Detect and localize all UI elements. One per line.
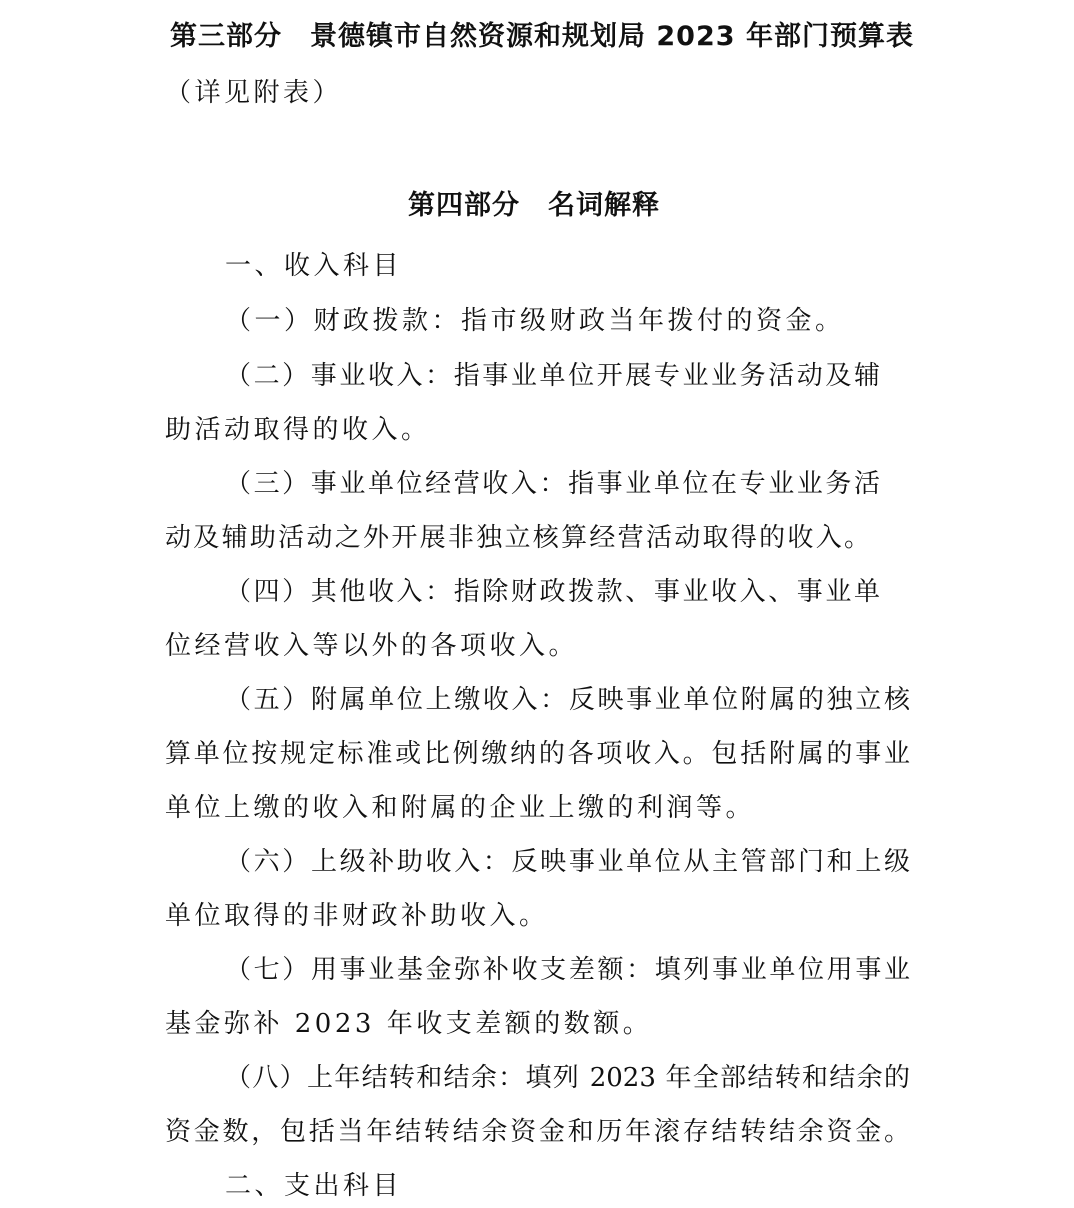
section2-heading: 二、支出科目: [225, 1171, 403, 1201]
paragraph-line: （二）事业收入：指事业单位开展专业业务活动及辅: [225, 361, 880, 391]
paragraph-line: 单位上缴的收入和附属的企业上缴的利润等。: [165, 793, 756, 823]
paragraph-line: 助活动取得的收入。: [165, 415, 431, 445]
paragraph-line: （四）其他收入：指除财政拨款、事业收入、事业单: [225, 577, 880, 607]
paragraph-line: 算单位按规定标准或比例缴纳的各项收入。包括附属的事业: [165, 739, 910, 769]
paragraph-line: （七）用事业基金弥补收支差额：填列事业单位用事业: [225, 955, 910, 985]
paragraph-line: 动及辅助活动之外开展非独立核算经营活动取得的收入。: [165, 523, 870, 553]
paragraph-line: （一）财政拨款：指市级财政当年拨付的资金。: [225, 306, 845, 336]
paragraph-line: （八）上年结转和结余：填列 2023 年全部结转和结余的: [225, 1063, 910, 1093]
paragraph-line: 基金弥补 2023 年收支差额的数额。: [165, 1009, 653, 1039]
paragraph-line: 资金数，包括当年结转结余资金和历年滚存结转结余资金。: [165, 1117, 910, 1147]
paragraph-line: （六）上级补助收入：反映事业单位从主管部门和上级: [225, 847, 910, 877]
paragraph-line: （五）附属单位上缴收入：反映事业单位附属的独立核: [225, 685, 910, 715]
part3-title: 第三部分 景德镇市自然资源和规划局 2023 年部门预算表: [170, 21, 914, 52]
part3-note: （详见附表）: [165, 78, 343, 108]
part4-title: 第四部分 名词解释: [408, 190, 660, 221]
paragraph-line: （三）事业单位经营收入：指事业单位在专业业务活: [225, 469, 880, 499]
paragraph-line: 单位取得的非财政补助收入。: [165, 901, 549, 931]
paragraph-line: 位经营收入等以外的各项收入。: [165, 631, 579, 661]
section1-heading: 一、收入科目: [225, 251, 403, 281]
